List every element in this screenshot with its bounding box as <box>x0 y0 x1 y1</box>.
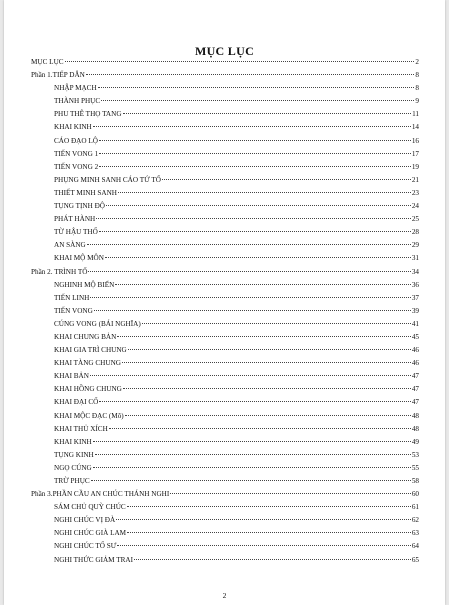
toc-entry[interactable] <box>31 56 419 69</box>
toc-entry[interactable] <box>31 462 419 475</box>
page-number: 2 <box>222 591 227 600</box>
toc-entry-label: TỤNG KINH <box>54 450 94 459</box>
toc-entry-page: 41 <box>411 319 419 328</box>
toc-dot-leader <box>99 231 411 232</box>
toc-entry[interactable] <box>31 383 419 396</box>
toc-entry[interactable] <box>31 396 419 409</box>
toc-entry[interactable] <box>31 540 419 553</box>
toc-dot-leader <box>128 349 411 350</box>
toc-entry-label: THIẾT MINH SANH <box>54 188 117 197</box>
toc-entry-page: 64 <box>411 542 419 551</box>
toc-entry-label: PHÁT HÀNH <box>54 215 96 224</box>
toc-entry[interactable] <box>31 108 419 121</box>
toc-entry[interactable] <box>31 187 419 200</box>
toc-entry-label: NGHINH MỘ BIỂN <box>54 280 115 289</box>
toc-dot-leader <box>90 297 410 298</box>
toc-dot-leader <box>95 454 411 455</box>
toc-entry-page: 46 <box>411 359 419 368</box>
toc-dot-leader <box>127 506 411 507</box>
toc-dot-leader <box>115 284 411 285</box>
toc-entry-label: MỤC LỤC <box>31 58 64 66</box>
toc-entry-label: KHAI ĐẠI CỔ <box>54 398 99 407</box>
toc-entry-page: 58 <box>411 477 419 485</box>
toc-entry-label: TIẾN VONG <box>54 306 93 315</box>
toc-dot-leader <box>105 257 411 258</box>
toc-entry-label: NGHI CHÚC VỊ ĐÀ <box>54 516 116 525</box>
toc-entry-page: 46 <box>411 346 419 355</box>
toc-dot-leader <box>99 401 410 402</box>
toc-entry-page: 60 <box>411 490 419 499</box>
toc-dot-leader <box>99 166 411 167</box>
toc-dot-leader <box>117 336 411 337</box>
toc-entry[interactable] <box>31 252 419 265</box>
toc-dot-leader <box>93 467 411 468</box>
toc-entry[interactable] <box>31 501 419 514</box>
toc-entry[interactable] <box>31 475 419 488</box>
table-of-contents <box>31 56 419 567</box>
toc-dot-leader <box>142 323 411 324</box>
toc-entry[interactable] <box>31 488 419 501</box>
toc-entry-page: 48 <box>411 411 419 420</box>
toc-entry-page: 47 <box>411 385 419 394</box>
toc-entry-label: NGHI CHÚC GIÀ LAM <box>54 529 127 538</box>
toc-dot-leader <box>91 480 411 481</box>
toc-entry-page: 65 <box>411 555 419 564</box>
toc-entry[interactable] <box>31 121 419 134</box>
toc-entry[interactable] <box>31 410 419 423</box>
toc-entry-page: 37 <box>411 293 419 302</box>
toc-entry-label: Phần 3.PHẦN CẦU AN CHÚC THÁNH NGHI <box>31 490 170 499</box>
toc-dot-leader <box>87 244 411 245</box>
toc-entry[interactable] <box>31 370 419 383</box>
toc-entry[interactable] <box>31 344 419 357</box>
toc-entry-page: 23 <box>411 188 419 197</box>
toc-entry[interactable] <box>31 82 419 95</box>
toc-entry[interactable] <box>31 174 419 187</box>
toc-entry-page: 55 <box>411 463 419 472</box>
toc-entry-label: TIẾN VONG 1 <box>54 149 99 158</box>
toc-entry[interactable] <box>31 266 419 279</box>
toc-entry-label: KHAI MỘ MÔN <box>54 254 104 263</box>
toc-entry-page: 21 <box>411 175 419 184</box>
toc-dot-leader <box>170 493 411 494</box>
toc-entry-page: 17 <box>411 149 419 158</box>
toc-entry-page: 63 <box>411 529 419 538</box>
toc-dot-leader <box>117 545 410 546</box>
toc-entry[interactable] <box>31 305 419 318</box>
toc-entry[interactable] <box>31 357 419 370</box>
toc-dot-leader <box>98 87 415 88</box>
toc-entry-label: TIẾN VONG 2 <box>54 162 99 171</box>
toc-dot-leader <box>93 441 411 442</box>
toc-entry-page: 48 <box>411 424 419 433</box>
toc-entry-label: KHAI HỒNG CHUNG <box>54 385 122 394</box>
toc-entry-page: 39 <box>411 306 419 315</box>
toc-entry[interactable] <box>31 423 419 436</box>
toc-entry-label: NGHI CHÚC TỔ SƯ <box>54 542 117 551</box>
toc-entry-label: NHẬP MẠCH <box>54 84 97 93</box>
toc-entry-page: 53 <box>411 450 419 459</box>
toc-entry-page: 47 <box>411 398 419 407</box>
toc-entry[interactable] <box>31 436 419 449</box>
toc-entry-page: 16 <box>411 136 419 145</box>
toc-entry-label: KHAI TÀNG CHUNG <box>54 359 121 368</box>
toc-entry-label: KHAI KINH <box>54 437 92 446</box>
toc-entry[interactable] <box>31 226 419 239</box>
toc-dot-leader <box>99 140 411 141</box>
toc-entry-label: SÁM CHỦ QUỲ CHÚC <box>54 503 126 512</box>
toc-entry-page: 47 <box>411 372 419 381</box>
toc-entry[interactable] <box>31 148 419 161</box>
toc-entry-label: KHAI CHUNG BẢN <box>54 332 117 341</box>
toc-entry-label: TIẾN LINH <box>54 293 90 302</box>
toc-entry-label: TRỪ PHỤC <box>54 477 90 485</box>
toc-dot-leader <box>127 532 411 533</box>
toc-dot-leader <box>106 205 411 206</box>
toc-entry-page: 8 <box>415 71 419 80</box>
toc-entry-page: 31 <box>411 254 419 263</box>
toc-entry[interactable] <box>31 331 419 344</box>
toc-dot-leader <box>134 559 411 560</box>
toc-dot-leader <box>88 271 410 272</box>
toc-dot-leader <box>116 519 411 520</box>
toc-entry-label: KHAI MỘC ĐẠC (Mõ) <box>54 411 124 420</box>
toc-entry-page: 8 <box>415 84 419 93</box>
toc-entry[interactable] <box>31 213 419 226</box>
toc-entry-label: Phần 2. TRÌNH TỐ <box>31 267 88 276</box>
toc-dot-leader <box>123 388 411 389</box>
toc-entry-label: TỪ HẬU THỔ <box>54 228 98 237</box>
toc-entry-page: 24 <box>411 202 419 211</box>
toc-entry-page: 11 <box>412 110 419 119</box>
document-page <box>4 0 445 605</box>
toc-entry-page: 29 <box>411 241 419 250</box>
toc-entry-page: 28 <box>411 228 419 237</box>
toc-dot-leader <box>86 74 415 75</box>
toc-entry[interactable] <box>31 514 419 527</box>
toc-dot-leader <box>99 153 411 154</box>
toc-entry-label: PHỤNG MINH SANH CÁO TỨ TỐ <box>54 175 161 184</box>
toc-entry-page: 2 <box>415 58 419 66</box>
toc-entry-label: CÁO ĐẠO LỘ <box>54 136 98 145</box>
toc-entry[interactable] <box>31 135 419 148</box>
toc-entry-label: THÀNH PHỤC <box>54 97 101 106</box>
toc-entry[interactable] <box>31 95 419 108</box>
toc-entry-page: 19 <box>411 162 419 171</box>
toc-entry-page: 49 <box>411 437 419 446</box>
toc-entry-label: TỤNG TỊNH ĐỘ <box>54 202 105 211</box>
toc-dot-leader <box>162 179 411 180</box>
toc-entry-page: 34 <box>411 267 419 276</box>
toc-entry-label: KHAI BẢN <box>54 372 89 381</box>
toc-dot-leader <box>65 61 415 62</box>
toc-entry[interactable] <box>31 69 419 82</box>
toc-entry-page: 14 <box>411 123 419 132</box>
toc-entry-page: 62 <box>411 516 419 525</box>
toc-dot-leader <box>96 218 411 219</box>
toc-entry[interactable] <box>31 161 419 174</box>
toc-entry-label: NGHI THỨC GIẢM TRAI <box>54 555 133 564</box>
toc-dot-leader <box>109 428 411 429</box>
toc-entry[interactable] <box>31 292 419 305</box>
toc-dot-leader <box>90 375 411 376</box>
toc-entry[interactable] <box>31 318 419 331</box>
page-title: MỤC LỤC <box>194 44 255 58</box>
toc-entry-label: NGỌ CÚNG <box>54 463 92 472</box>
toc-entry-page: 61 <box>411 503 419 512</box>
toc-entry-label: KHAI KINH <box>54 123 92 132</box>
toc-dot-leader <box>123 113 412 114</box>
toc-entry[interactable] <box>31 200 419 213</box>
toc-entry[interactable] <box>31 554 419 567</box>
toc-entry[interactable] <box>31 449 419 462</box>
toc-dot-leader <box>118 192 411 193</box>
toc-entry-label: CÚNG VONG (BÁI NGHĨA) <box>54 319 141 328</box>
toc-entry[interactable] <box>31 527 419 540</box>
toc-entry-page: 36 <box>411 280 419 289</box>
toc-entry-label: KHAI GIA TRÌ CHUNG <box>54 346 127 355</box>
toc-dot-leader <box>101 100 414 101</box>
toc-entry-page: 25 <box>411 215 419 224</box>
toc-dot-leader <box>125 415 411 416</box>
toc-entry[interactable] <box>31 279 419 292</box>
toc-entry-label: PHU THÊ THỌ TANG <box>54 110 122 119</box>
toc-entry-label: KHAI THỦ XÍCH <box>54 424 108 433</box>
toc-dot-leader <box>122 362 411 363</box>
toc-entry-page: 45 <box>411 332 419 341</box>
toc-entry-label: Phần 1.TIẾP DẪN <box>31 71 85 80</box>
toc-dot-leader <box>93 126 411 127</box>
toc-entry[interactable] <box>31 239 419 252</box>
toc-entry-page: 9 <box>415 97 419 106</box>
toc-entry-label: AN SÀNG <box>54 241 86 250</box>
toc-dot-leader <box>94 310 411 311</box>
